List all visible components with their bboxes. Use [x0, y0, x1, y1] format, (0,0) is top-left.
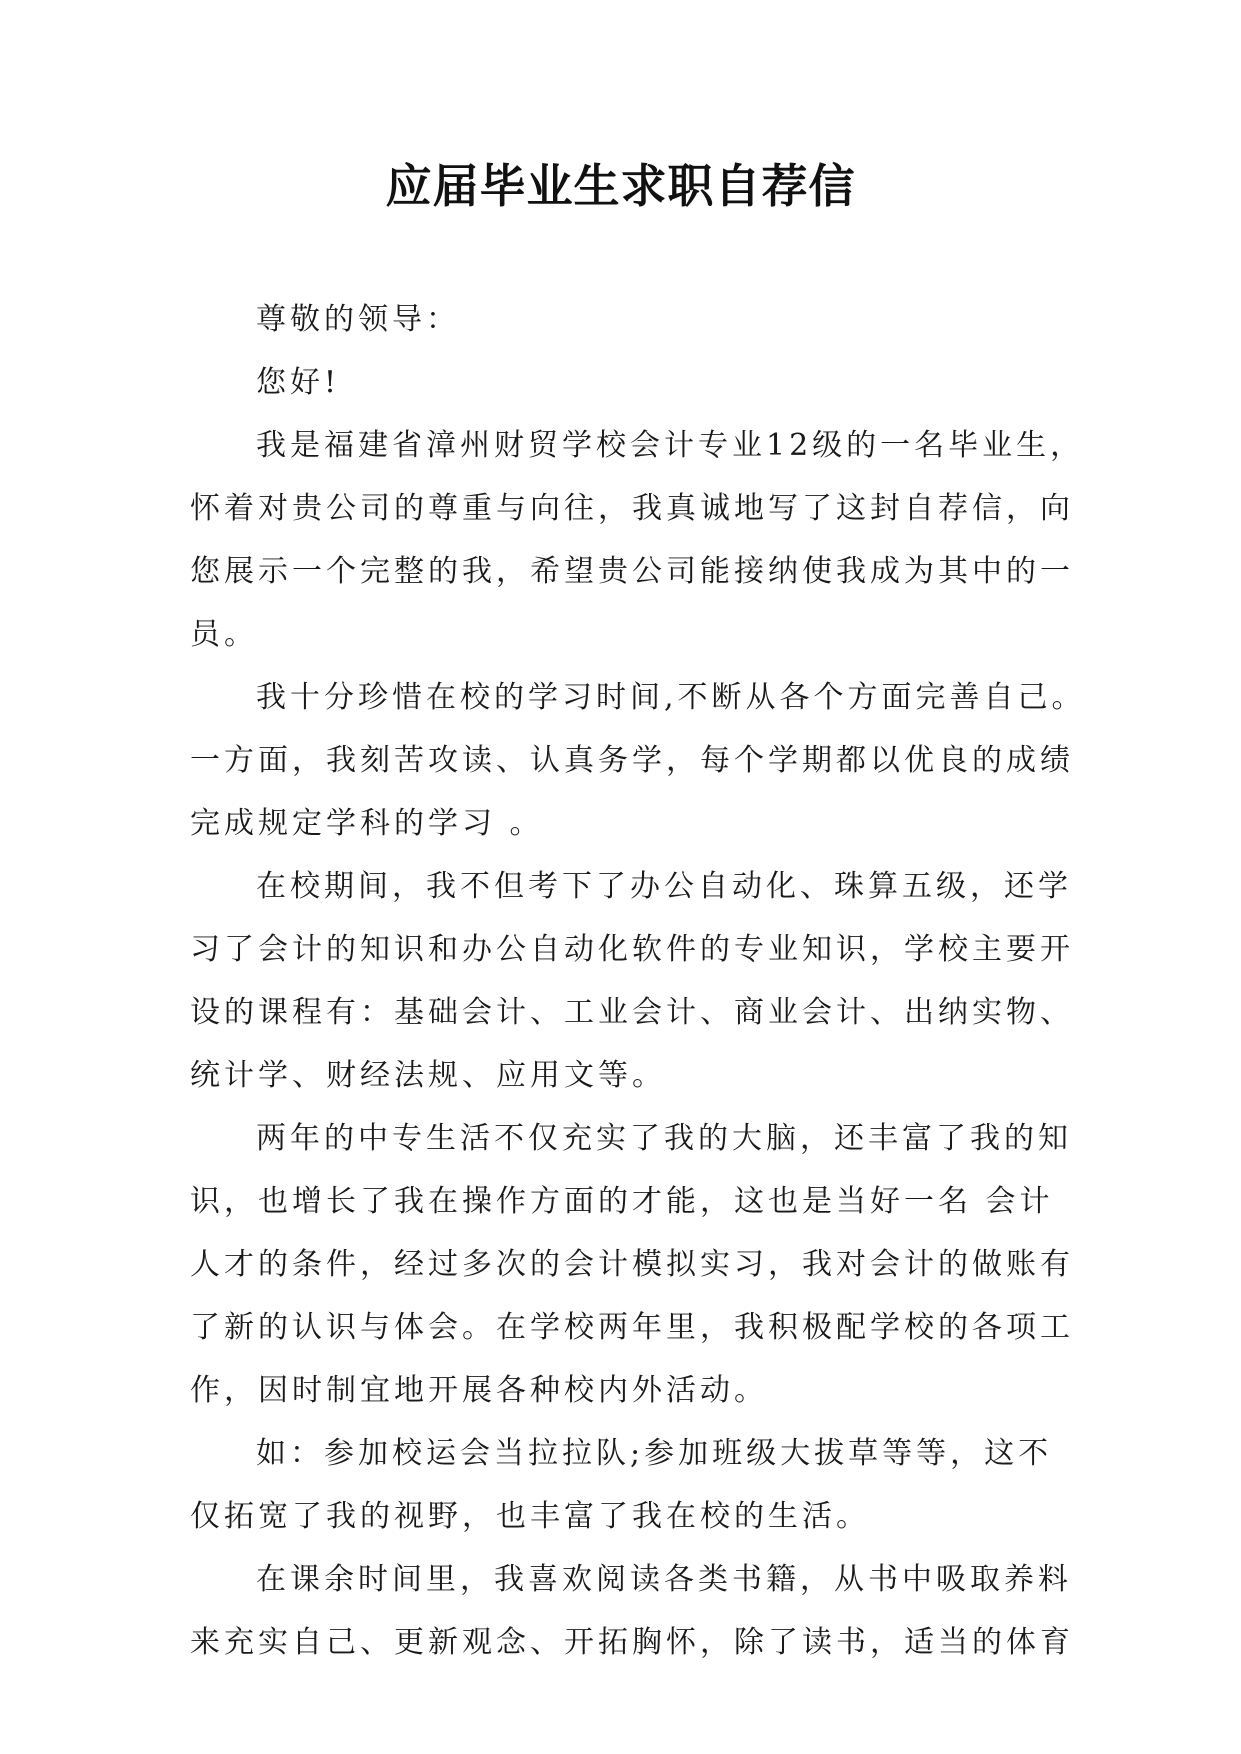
- document-body: [190, 288, 1086, 1674]
- paragraph-5-line: 如：参加校运会当拉拉队;参加班级大拔草等等，这不: [256, 1436, 1053, 1471]
- paragraph-1-line: 员。: [190, 617, 258, 652]
- paragraph-6-line: 来充实自己、更新观念、开拓胸怀，除了读书，适当的体育: [190, 1625, 1074, 1660]
- paragraph-3-line: 统计学、财经法规、应用文等。: [190, 1058, 666, 1093]
- paragraph-3-line: 设的课程有：基础会计、工业会计、商业会计、出纳实物、: [190, 995, 1074, 1030]
- paragraph-1-line: 我是福建省漳州财贸学校会计专业12级的一名毕业生，: [256, 428, 1085, 463]
- paragraph-4-line: 识，也增长了我在操作方面的才能，这也是当好一名 会计: [190, 1184, 1054, 1219]
- paragraph-2-line: 我十分珍惜在校的学习时间,不断从各个方面完善自己。: [256, 680, 1086, 715]
- paragraph-6-line: 在课余时间里，我喜欢阅读各类书籍，从书中吸取养料: [256, 1562, 1072, 1597]
- paragraph-3-line: 习了会计的知识和办公自动化软件的专业知识，学校主要开: [190, 932, 1074, 967]
- paragraph-2-line: 完成规定学科的学习 。: [190, 806, 544, 841]
- paragraph-1-line: 您展示一个完整的我，希望贵公司能接纳使我成为其中的一: [190, 554, 1074, 589]
- salutation: 尊敬的领导：: [256, 302, 460, 337]
- paragraph-4-line: 作，因时制宜地开展各种校内外活动。: [190, 1373, 768, 1408]
- paragraph-4-line: 人才的条件，经过多次的会计模拟实习，我对会计的做账有: [190, 1247, 1074, 1282]
- paragraph-4-line: 了新的认识与体会。在学校两年里，我积极配学校的各项工: [190, 1310, 1074, 1345]
- paragraph-1-line: 怀着对贵公司的尊重与向往，我真诚地写了这封自荐信，向: [190, 491, 1074, 526]
- paragraph-4-line: 两年的中专生活不仅充实了我的大脑，还丰富了我的知: [256, 1121, 1072, 1156]
- paragraph-2-line: 一方面，我刻苦攻读、认真务学，每个学期都以优良的成绩: [190, 743, 1074, 778]
- greeting: 您好!: [256, 365, 341, 400]
- paragraph-5-line: 仅拓宽了我的视野，也丰富了我在校的生活。: [190, 1499, 870, 1534]
- paragraph-3-line: 在校期间，我不但考下了办公自动化、珠算五级，还学: [256, 869, 1072, 904]
- document-title: 应届毕业生求职自荐信: [385, 159, 856, 213]
